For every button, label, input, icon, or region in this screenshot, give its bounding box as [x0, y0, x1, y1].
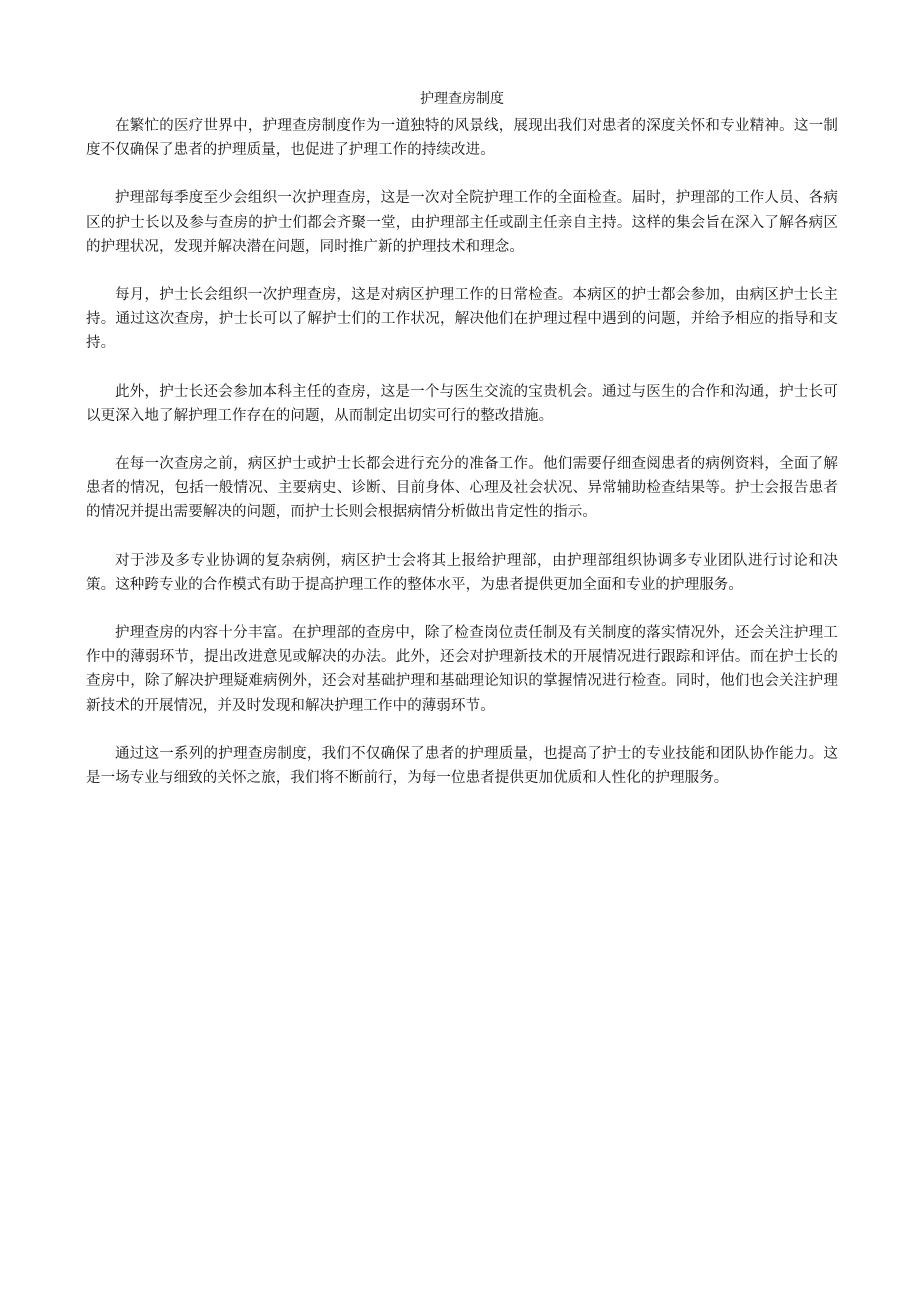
paragraph-3: 每月，护士长会组织一次护理查房，这是对病区护理工作的日常检查。本病区的护士都会参加，由病区护士长主持。通过这次查房，护士长可以了解护士们的工作状况，解决他们在护理过程中遇到的问题，并给予相应的指导和支持。	[86, 287, 838, 352]
paragraph-6: 对于涉及多专业协调的复杂病例，病区护士会将其上报给护理部，由护理部组织协调多专业团队进行讨论和决策。这种跨专业的合作模式有助于提高护理工作的整体水平，为患者提供更加全面和专业的护理服务。	[86, 552, 838, 593]
paragraph-7: 护理查房的内容十分丰富。在护理部的查房中，除了检查岗位责任制及有关制度的落实情况外，还会关注护理工作中的薄弱环节，提出改进意见或解决的办法。此外，还会对护理新技术的开展情况进行跟踪和评估。而在护士长的查房中，除了解决护理疑难病例外，还会对基础护理和基础理论知识的掌握情况进行检查。同时，他们也会关注护理新技术的开展情况，并及时发现和解决护理工作中的薄弱环节。	[86, 625, 838, 714]
document-title: 护理查房制度	[420, 91, 504, 107]
paragraph-8: 通过这一系列的护理查房制度，我们不仅确保了患者的护理质量，也提高了护士的专业技能和团队协作能力。这是一场专业与细致的关怀之旅，我们将不断前行，为每一位患者提供更加优质和人性化的护理服务。	[86, 745, 838, 787]
paragraph-5: 在每一次查房之前，病区护士或护士长都会进行充分的准备工作。他们需要仔细查阅患者的病例资料，全面了解患者的情况，包括一般情况、主要病史、诊断、目前身体、心理及社会状况、异常辅助检查结果等。护士会报告患者的情况并提出需要解决的问题，而护士长则会根据病情分析做出肯定性的指示。	[86, 456, 838, 521]
document-body	[86, 88, 838, 814]
paragraph-4: 此外，护士长还会参加本科主任的查房，这是一个与医生交流的宝贵机会。通过与医生的合作和沟通，护士长可以更深入地了解护理工作存在的问题，从而制定出切实可行的整改措施。	[86, 383, 838, 424]
paragraph-1: 在繁忙的医疗世界中，护理查房制度作为一道独特的风景线，展现出我们对患者的深度关怀和专业精神。这一制度不仅确保了患者的护理质量，也促进了护理工作的持续改进。	[86, 118, 838, 159]
paragraph-2: 护理部每季度至少会组织一次护理查房，这是一次对全院护理工作的全面检查。届时，护理部的工作人员、各病区的护士长以及参与查房的护士们都会齐聚一堂，由护理部主任或副主任亲自主持。这样的集会旨在深入了解各病区的护理状况，发现并解决潜在问题，同时推广新的护理技术和理念。	[86, 190, 838, 255]
